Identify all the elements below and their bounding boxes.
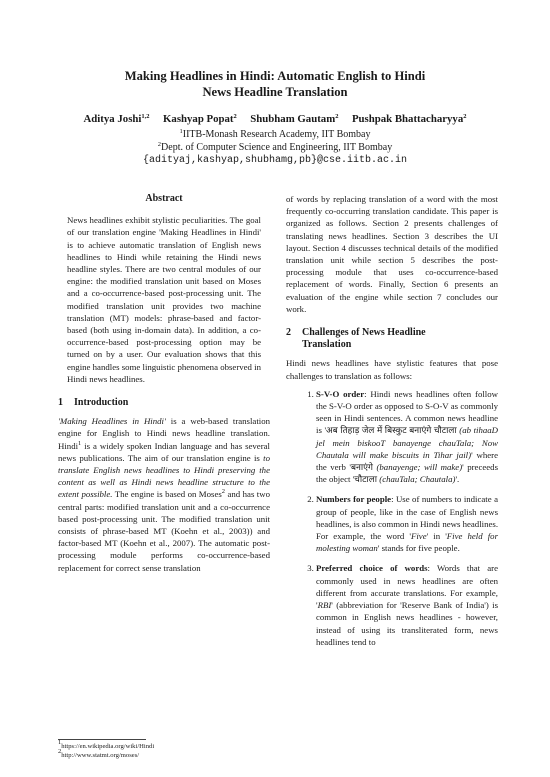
list-item: 1. S-V-O order: Hindi news headlines often follow the S-V-O order as opposed to S-O-V as commonly seen in Hindi sentences. A common news headline is 'अब तिहाड़ जेल में बिस्कुट बनाएंगे चौटाला (ab tihaaD jel mein biskooT banayenge chauTala; Now Chautala will make biscuits in Tihar jail)' where the verb 'बनाएंगे (banayenge; will make)' preceeds the object 'चौटाला (chauTala; Chautala)'. — [316, 388, 498, 486]
right-column — [286, 193, 498, 656]
list-item: 3. Preferred choice of words: Words that are commonly used in news headlines are often different from accurate translations. For example, 'RBI' (abbreviation for 'Reserve Bank of India') is common in English news headlines - however, instead of using its transliterated form, news headlines tend to — [316, 562, 498, 647]
author-affil-mark: 2 — [463, 113, 467, 120]
footnote: $^2$http://www.statmt.org/moses/ — [58, 748, 140, 759]
section2-intro: Hindi news headlines have stylistic features that pose challenges to translation as follows: — [286, 358, 498, 381]
left-column — [58, 193, 270, 574]
author-affil-mark: 1,2 — [141, 113, 150, 120]
author-email[interactable]: {adityaj,kashyap,shubhamg,pb}@cse.iitb.ac.in — [142, 155, 408, 166]
title-line-2: News Headline Translation — [202, 85, 348, 99]
affiliation-2: $^2$Dept. of Computer Science and Engineering, IIT Bombay — [157, 141, 393, 153]
footnote: $^1$https://en.wikipedia.org/wiki/Hindi — [58, 739, 155, 750]
section-heading: 2 Challenges of News Headline Translation — [286, 327, 426, 351]
affiliation-1: $^1$IITB-Monash Research Academy, IIT Bombay — [179, 128, 371, 140]
author-affil-mark: 2 — [335, 113, 339, 120]
challenge-list — [286, 388, 498, 648]
abstract-heading: Abstract — [145, 193, 183, 204]
author-name: Aditya Joshi — [83, 113, 142, 125]
paper-title — [0, 68, 550, 100]
intro-paragraph-continued: of words by replacing translation of a word with the most frequently co-occurring translation candidate. This paper is organized as follows. Section 2 presents challenges of translating news headlines. Section 3 describes the UI layout. Section 4 discusses technical details of the modified translation unit while section 5 describes the post-processing module that uses co-occurrence-based replacement of words. Finally, Section 6 presents an evaluation of the engine while section 7 concludes our work. — [286, 194, 498, 314]
author-name: Pushpak Bhattacharyya — [351, 113, 464, 125]
author-list — [0, 112, 550, 126]
footnotes — [58, 739, 270, 760]
title-line-1: Making Headlines in Hindi: Automatic English to Hindi — [124, 69, 426, 83]
intro-paragraph: 'Making Headlines in Hindi' is a web-based translation engine for English to Hindi news headline translation. Hindi$^1$ is a widely spoken Indian language and has several news publications. The aim of our translation engine is to translate English news headlines to Hindi preserving the content as well as Hindi news headline structure to the extent possible. The engine is based on Moses$^2$ and has two central parts: modified translation unit and a co-occurrence based post-processing unit. The modified translation unit consists of phrase-based MT (Koehn et al., 2003)) and factor-based MT (Koehn et al., 2007). The automatic post-processing module performs co-occurrence-based replacement for correct sense translation — [58, 416, 271, 573]
abstract-text: News headlines exhibit stylistic peculiarities. The goal of our translation engine 'Making Headlines in Hindi' is to achieve automatic translation of English news headlines to Hindi while retaining the Hindi news headline styles. There are two central modules of our engine: the modified translation unit based on Moses and a co-occurrence-based post-processing unit. The modified translation unit provides two machine translation (MT) models: phrase-based and factor-based (both using in-domain data). In addition, a co-occurrence-based post-processing option may be turned on by a user. Our evaluation shows that this engine handles some linguistic phenomena observed in Hindi news headlines. — [67, 215, 261, 384]
list-item: 2. Numbers for people: Use of numbers to indicate a group of people, like in the case of English news headlines, is also common in Hindi news headlines. For example, the word 'Five' in 'Five held for molesting woman' stands for five people. — [316, 493, 498, 554]
footnote-rule — [58, 739, 146, 740]
author-name: Shubham Gautam — [250, 113, 336, 125]
author-affil-mark: 2 — [233, 113, 237, 120]
section-heading: 1 Introduction — [58, 397, 129, 409]
author-name: Kashyap Popat — [163, 113, 234, 125]
